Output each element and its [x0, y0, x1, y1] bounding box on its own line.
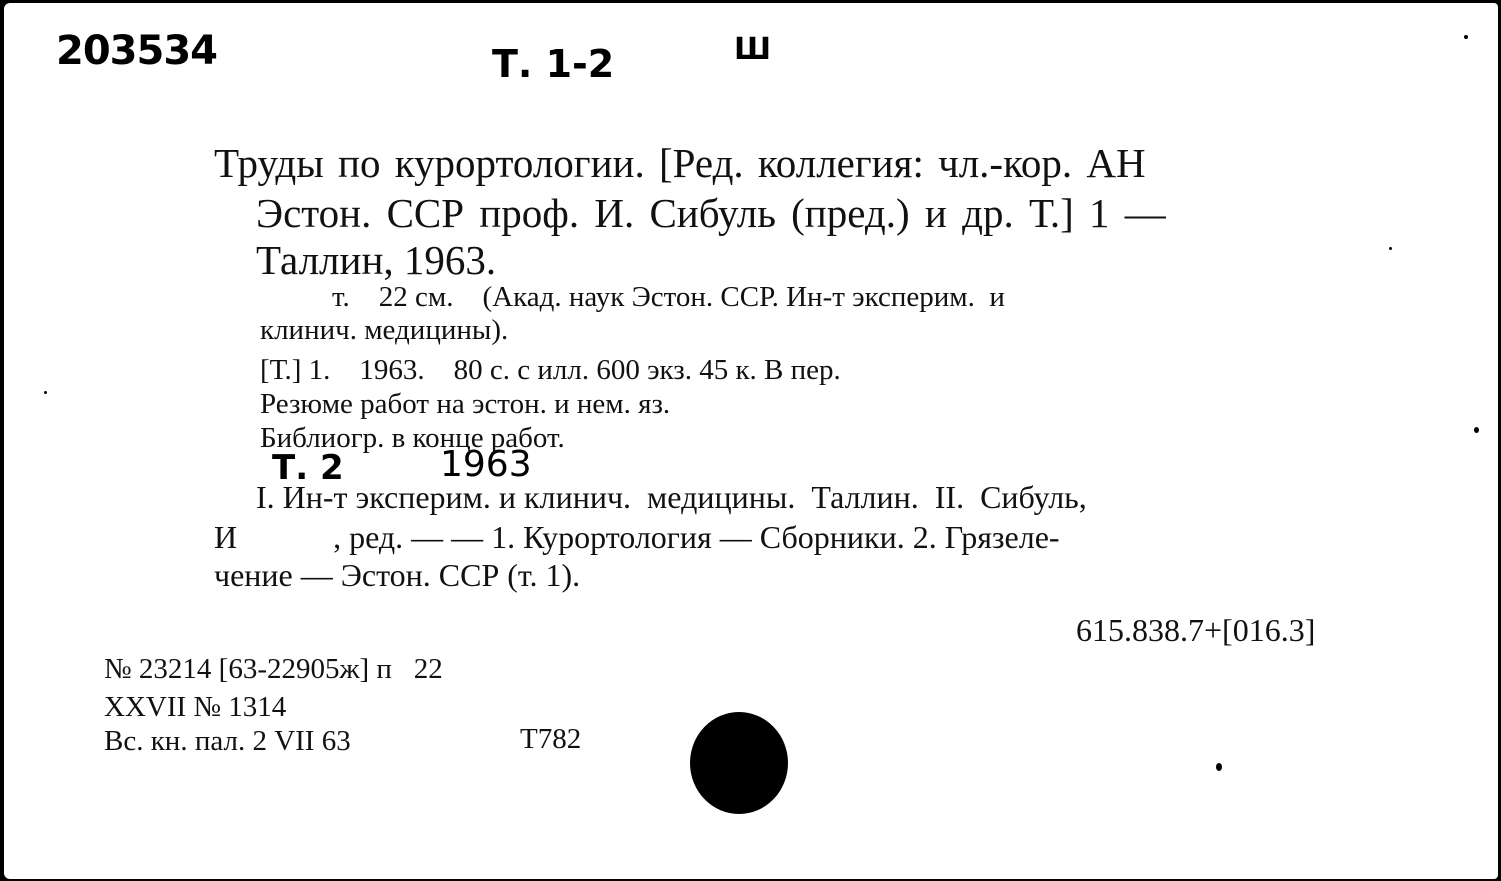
footer-line-3-left: Вс. кн. пал. 2 VII 63	[104, 725, 351, 757]
bibliography-note: Библиогр. в конце работ.	[260, 422, 565, 454]
title-line-2: Эстон. ССР проф. И. Сибуль (пред.) и др. Т.] 1 —	[256, 190, 1166, 236]
ink-speck	[1464, 35, 1468, 39]
card-number: 203534	[56, 28, 217, 74]
volume-2-year: 1963	[440, 444, 532, 485]
tracing-line-3: чение — Эстон. ССР (т. 1).	[214, 557, 581, 593]
tracing-line-2: И , ред. — — 1. Курортология — Сборники. 2. Грязеле-	[214, 519, 1060, 555]
udc-classification: 615.838.7+[016.3]	[1076, 612, 1316, 648]
shelf-mark: Ш	[734, 32, 772, 67]
ink-speck	[44, 391, 47, 394]
ink-speck	[1216, 763, 1222, 771]
footer-line-3-right: Т782	[520, 723, 582, 755]
footer-line-1: № 23214 [63-22905ж] п 22	[104, 653, 443, 685]
footer-line-2: XXVII № 1314	[104, 691, 287, 723]
tracing-line-1: I. Ин-т эксперим. и клинич. медицины. Таллин. II. Сибуль,	[256, 479, 1087, 515]
volume-2-mark: Т. 2	[272, 448, 344, 488]
ink-speck	[1389, 247, 1392, 250]
punch-hole	[690, 712, 788, 814]
title-line-1: Труды по курортологии. [Ред. коллегия: чл.-кор. АН	[214, 140, 1146, 186]
ink-speck	[1474, 427, 1479, 433]
summary-note: Резюме работ на эстон. и нем. яз.	[260, 388, 671, 420]
volume-1-details: [Т.] 1. 1963. 80 с. с илл. 600 экз. 45 к. В пер.	[260, 354, 841, 386]
title-line-3: Таллин, 1963.	[256, 237, 497, 283]
volume-range: Т. 1-2	[492, 42, 615, 86]
series-line-1: т. 22 см. (Акад. наук Эстон. ССР. Ин-т эксперим. и	[332, 281, 1005, 313]
series-line-2: клинич. медицины).	[260, 314, 509, 346]
catalog-card	[4, 3, 1498, 879]
